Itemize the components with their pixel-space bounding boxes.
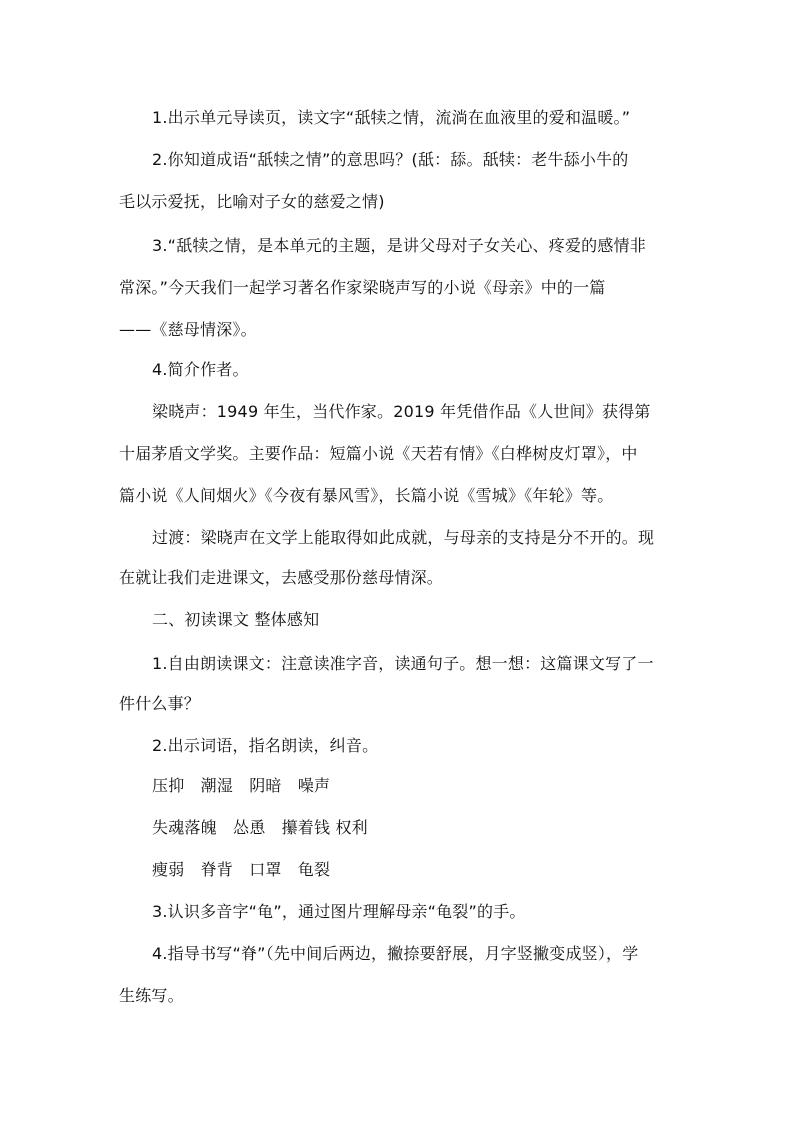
text-line: ——《慈母情深》。	[119, 320, 257, 339]
vocab-line: 压抑 潮湿 阴暗 噪声	[152, 776, 331, 795]
text-line: 常深。”今天我们一起学习著名作家梁晓声写的小说《母亲》中的一篇	[119, 278, 606, 297]
text-line: 2.你知道成语“舐犊之情”的意思吗？(舐：舔。舐犊：老牛舔小牛的	[152, 150, 629, 169]
text-line: 篇小说《人间烟火》《今夜有暴风雪》，长篇小说《雪城》《年轮》等。	[119, 486, 614, 505]
text-line: 2.出示词语，指名朗读，纠音。	[152, 736, 379, 755]
text-line: 4.指导书写“脊”（先中间后两边，撇捺要舒展，月字竖撇变成竖），学	[152, 944, 639, 963]
text-line: 1.自由朗读课文：注意读准字音，读通句子。想一想：这篇课文写了一	[152, 654, 654, 673]
text-line: 1.出示单元导读页，读文字“舐犊之情，流淌在血液里的爱和温暖。”	[152, 108, 631, 127]
text-line: 件什么事？	[119, 694, 201, 713]
text-line: 在就让我们走进课文，去感受那份慈母情深。	[119, 568, 444, 587]
text-line: 3.认识多音字“龟”，通过图片理解母亲“龟裂”的手。	[152, 902, 526, 921]
vocab-line: 瘦弱 脊背 口罩 龟裂	[152, 860, 331, 879]
vocab-line: 失魂落魄 怂恿 攥着钱 权利	[152, 818, 368, 837]
text-line: 毛以示爱抚，比喻对子女的慈爱之情)	[119, 192, 385, 211]
section-heading: 二、初读课文 整体感知	[152, 610, 320, 629]
text-line: 梁晓声：1949 年生，当代作家。2019 年凭借作品《人世间》获得第	[152, 402, 651, 421]
text-line: 4.简介作者。	[152, 360, 249, 379]
text-line: 生练写。	[119, 986, 184, 1005]
text-line: 3.“舐犊之情，是本单元的主题，是讲父母对子女关心、疼爱的感情非	[152, 236, 646, 255]
text-line: 过渡：梁晓声在文学上能取得如此成就，与母亲的支持是分不开的。现	[152, 528, 655, 547]
text-line: 十届茅盾文学奖。主要作品：短篇小说《天若有情》《白桦树皮灯罩》，中	[119, 444, 638, 463]
